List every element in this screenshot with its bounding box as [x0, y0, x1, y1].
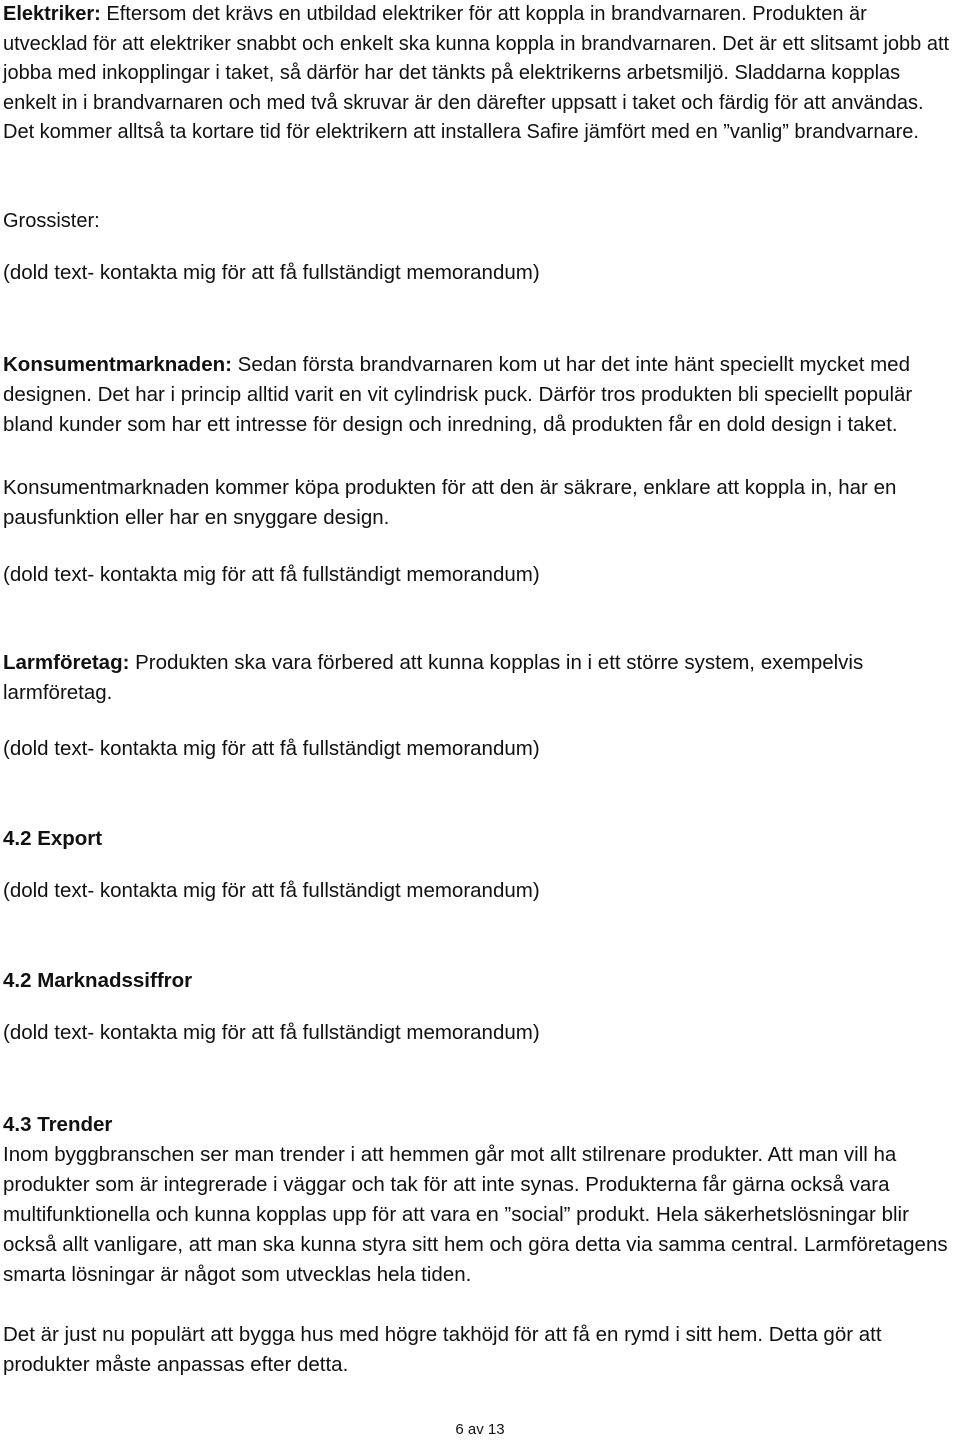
export-hidden-text: (dold text- kontakta mig för att få fullständigt memorandum) [3, 879, 540, 902]
larmforetag-label: Larmföretag: [3, 651, 130, 674]
konsumentmarknaden-hidden-text: (dold text- kontakta mig för att få fullständigt memorandum) [3, 563, 540, 586]
elektriker-label: Elektriker: [3, 3, 101, 25]
page-number: 6 av 13 [455, 1421, 505, 1438]
konsumentmarknaden-paragraph-2: Konsumentmarknaden kommer köpa produkten för att den är säkrare, enklare att koppla in, har en pausfunktion eller har en snyggare design. [3, 476, 897, 529]
grossister-label: Grossister: [3, 210, 100, 232]
elektriker-text: Eftersom det krävs en utbildad elektriker för att koppla in brandvarnaren. Produkten är utvecklad för att elektriker snabbt och enkelt ska kunna koppla in brandvarnaren. Det är ett slitsamt jobb att jobba med inkopplingar i taket, så därför har det tänkts på elektrikerns arbetsmiljö. Sladdarna kopplas enkelt in i brandvarnaren och med två skruvar är den därefter uppsatt i taket och färdig för att användas. Det kommer alltså ta kortare tid för elektrikern att installera Safire jämfört med en ”vanlig” brandvarnare. [3, 3, 950, 143]
konsumentmarknaden-text: Sedan första brandvarnaren kom ut har det inte hänt speciellt mycket med designen. Det har i princip alltid varit en vit cylindrisk puck. Därför tros produkten bli speciellt populär bland kunder som har ett intresse för design och inredning, då produkten får en dold design i taket. [3, 353, 913, 436]
larmforetag-paragraph [3, 648, 956, 708]
trender-paragraph-2: Det är just nu populärt att bygga hus med högre takhöjd för att få en rymd i sitt hem. Detta gör att produkter måste anpassas efter detta. [3, 1323, 882, 1376]
larmforetag-hidden-text: (dold text- kontakta mig för att få fullständigt memorandum) [3, 737, 540, 760]
trender-paragraph-1: Inom byggbranschen ser man trender i att hemmen går mot allt stilrenare produkter. Att man vill ha produkter som är integrerade i väggar och tak för att inte synas. Produkterna får gärna också vara multifunktionella och kunna kopplas upp för att vara en ”social” produkt. Hela säkerhetslösningar blir också allt vanligare, att man ska kunna styra sitt hem och göra detta via samma central. Larmföretagens smarta lösningar är något som utvecklas hela tiden. [3, 1143, 948, 1286]
grossister-hidden-text: (dold text- kontakta mig för att få fullständigt memorandum) [3, 261, 540, 284]
section-heading-export: 4.2 Export [3, 827, 103, 850]
marknadssiffror-hidden-text: (dold text- kontakta mig för att få fullständigt memorandum) [3, 1021, 540, 1044]
konsumentmarknaden-paragraph [3, 350, 956, 440]
section-heading-trender: 4.3 Trender [3, 1113, 113, 1136]
section-heading-marknadssiffror: 4.2 Marknadssiffror [3, 969, 193, 992]
konsumentmarknaden-label: Konsumentmarknaden: [3, 353, 232, 376]
larmforetag-text: Produkten ska vara förbered att kunna kopplas in i ett större system, exempelvis larmföretag. [3, 651, 864, 704]
elektriker-paragraph [3, 0, 956, 148]
